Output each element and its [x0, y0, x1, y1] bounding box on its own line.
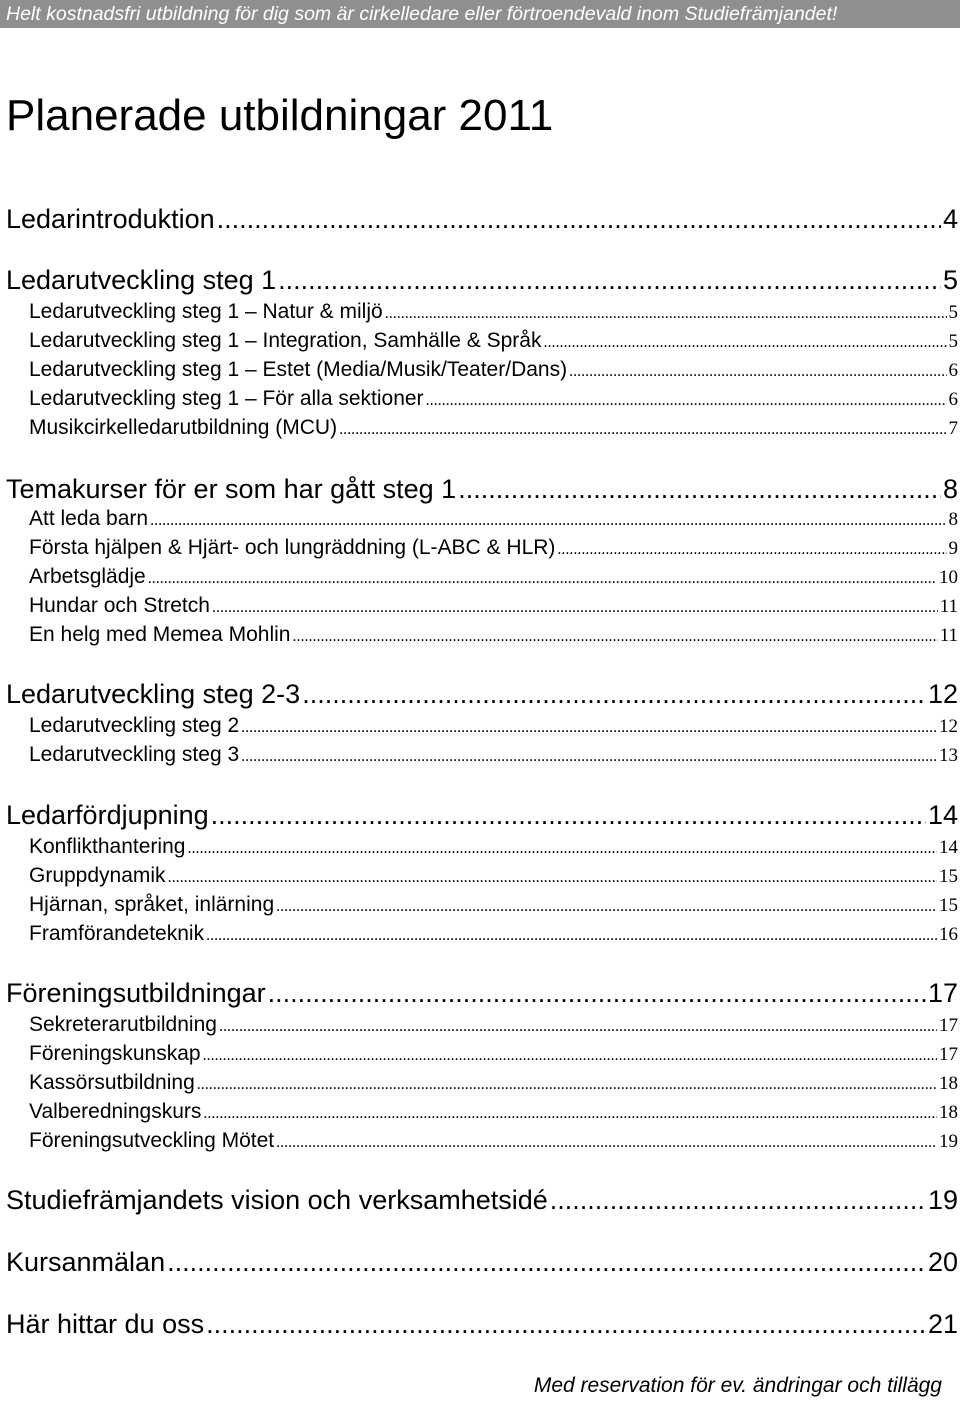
toc-leader-dots: [550, 1183, 926, 1217]
toc-page-number: 19: [939, 1131, 958, 1152]
toc-page-number: 15: [939, 895, 958, 916]
toc-entry-label: Hundar och Stretch: [29, 594, 210, 617]
toc-leader-dots: [168, 864, 937, 892]
toc-entry-framforandeteknik[interactable]: [29, 920, 958, 950]
toc-entry-label: Arbetsglädje: [29, 565, 146, 588]
toc-entry-arbetsgladje[interactable]: [29, 563, 958, 593]
toc-page-number: 14: [927, 800, 958, 830]
toc-entry-estet[interactable]: [29, 356, 958, 386]
toc-entry-label: Ledarutveckling steg 3: [29, 743, 240, 766]
toc-entry-foreningsutbildningar[interactable]: [6, 976, 958, 1010]
toc-page-number: 7: [948, 418, 958, 439]
toc-page-number: 8: [942, 474, 958, 504]
toc-page-number: 17: [927, 978, 958, 1008]
toc-page-number: 20: [927, 1247, 958, 1277]
toc-leader-dots: [276, 893, 937, 921]
toc-entry-label: Ledarintroduktion: [6, 204, 215, 234]
toc-leader-dots: [458, 472, 941, 506]
toc-leader-dots: [278, 263, 941, 297]
toc-entry-label: Här hittar du oss: [6, 1309, 205, 1339]
toc-page-number: 4: [942, 204, 958, 234]
toc-entry-label: Ledarutveckling steg 1 – Natur & miljö: [29, 300, 383, 323]
toc-entry-ledarutveckling-steg-2-3[interactable]: [6, 677, 958, 711]
toc-leader-dots: [167, 1245, 926, 1279]
toc-entry-sekreterarutbildning[interactable]: [29, 1011, 958, 1041]
toc-leader-dots: [219, 1013, 937, 1041]
toc-entry-vision-och-verksamhetside[interactable]: [6, 1183, 958, 1217]
toc-entry-label: Kursanmälan: [6, 1247, 166, 1277]
toc-entry-har-hittar-du-oss[interactable]: [6, 1307, 958, 1341]
toc-leader-dots: [241, 743, 937, 771]
toc-entry-label: Temakurser för er som har gått steg 1: [6, 474, 457, 504]
toc-page-number: 18: [939, 1073, 958, 1094]
toc-page-number: 17: [939, 1044, 958, 1065]
toc-page-number: 5: [942, 265, 958, 295]
toc-leader-dots: [206, 1307, 926, 1341]
toc-page-number: 16: [939, 924, 958, 945]
toc-leader-dots: [206, 922, 937, 950]
toc-entry-label: Föreningsutbildningar: [6, 978, 266, 1008]
toc-page-number: 15: [939, 866, 958, 887]
toc-entry-temakurser[interactable]: [6, 472, 958, 506]
toc-entry-label: Hjärnan, språket, inlärning: [29, 893, 275, 916]
toc-entry-label: Ledarutveckling steg 1 – Estet (Media/Musik/Teater/Dans): [29, 358, 568, 381]
toc-leader-dots: [292, 623, 937, 651]
toc-entry-label: Kassörsutbildning: [29, 1071, 195, 1094]
toc-entry-hjarnan-spraket-inlarning[interactable]: [29, 891, 958, 921]
toc-entry-ledarutveckling-steg-1[interactable]: [6, 263, 958, 297]
toc-page-number: 5: [948, 302, 958, 323]
toc-entry-gruppdynamik[interactable]: [29, 862, 958, 892]
toc-page-number: 18: [939, 1102, 958, 1123]
toc-entry-forsta-hjalpen[interactable]: [29, 534, 958, 564]
toc-leader-dots: [212, 594, 938, 622]
toc-entry-label: Sekreterarutbildning: [29, 1013, 217, 1036]
toc-page-number: 5: [948, 331, 958, 352]
toc-entry-natur-miljo[interactable]: [29, 298, 958, 328]
toc-page-number: 8: [948, 509, 958, 530]
toc-entry-label: Gruppdynamik: [29, 864, 166, 887]
toc-entry-label: Ledarfördjupning: [6, 800, 209, 830]
toc-page-number: 6: [948, 360, 958, 381]
footer-note: Med reservation för ev. ändringar och tillägg: [533, 1374, 942, 1397]
toc-leader-dots: [426, 387, 947, 415]
toc-entry-label: Ledarutveckling steg 1: [6, 265, 277, 295]
toc-entry-label: Föreningsutveckling Mötet: [29, 1129, 275, 1152]
toc-entry-integration-samhalle-sprak[interactable]: [29, 327, 958, 357]
toc-entry-ledarfordjupning[interactable]: [6, 798, 958, 832]
toc-leader-dots: [241, 714, 937, 742]
toc-leader-dots: [302, 677, 926, 711]
toc-leader-dots: [569, 358, 946, 386]
toc-entry-label: Ledarutveckling steg 2: [29, 714, 240, 737]
toc-page-number: 21: [927, 1309, 958, 1339]
toc-entry-label: En helg med Memea Mohlin: [29, 623, 291, 646]
toc-leader-dots: [339, 416, 946, 444]
toc-leader-dots: [276, 1129, 937, 1157]
toc-leader-dots: [148, 565, 937, 593]
toc-entry-for-alla-sektioner[interactable]: [29, 385, 958, 415]
toc-entry-label: Föreningskunskap: [29, 1042, 201, 1065]
toc-entry-label: Ledarutveckling steg 1 – Integration, Samhälle & Språk: [29, 329, 542, 352]
toc-entry-label: Framförandeteknik: [29, 922, 205, 945]
toc-leader-dots: [543, 329, 946, 357]
toc-page-number: 13: [939, 745, 958, 766]
toc-leader-dots: [268, 976, 926, 1010]
toc-leader-dots: [203, 1100, 937, 1128]
toc-entry-label: Att leda barn: [29, 507, 149, 530]
toc-leader-dots: [150, 507, 946, 535]
toc-page-number: 17: [939, 1015, 958, 1036]
toc-entry-konflikthantering[interactable]: [29, 833, 958, 863]
toc-leader-dots: [557, 536, 946, 564]
toc-page-number: 6: [948, 389, 958, 410]
toc-page-number: 12: [927, 679, 958, 709]
header-banner: Helt kostnadsfri utbildning för dig som är cirkelledare eller förtroendevald inom Studiefrämjandet!: [0, 0, 960, 28]
toc-page-number: 19: [927, 1185, 958, 1215]
toc-page-number: 10: [939, 567, 958, 588]
toc-entry-hundar-och-stretch[interactable]: [29, 592, 958, 622]
toc-entry-memea-mohlin[interactable]: [29, 621, 958, 651]
toc-entry-label: Musikcirkelledarutbildning (MCU): [29, 416, 338, 439]
toc-entry-valberedningskurs[interactable]: [29, 1098, 958, 1128]
page-title: Planerade utbildningar 2011: [6, 91, 554, 140]
toc-entry-att-leda-barn[interactable]: [29, 505, 958, 535]
toc-entry-kassorsutbildning[interactable]: [29, 1069, 958, 1099]
toc-entry-kursanmalan[interactable]: [6, 1245, 958, 1279]
toc-page-number: 11: [939, 625, 958, 646]
toc-entry-label: Ledarutveckling steg 2-3: [6, 679, 301, 709]
toc-entry-foreningskunskap[interactable]: [29, 1040, 958, 1070]
toc-entry-label: Konflikthantering: [29, 835, 186, 858]
toc-leader-dots: [217, 202, 941, 236]
toc-leader-dots: [197, 1071, 937, 1099]
toc-leader-dots: [385, 300, 947, 328]
toc-leader-dots: [203, 1042, 937, 1070]
toc-page-number: 14: [939, 837, 958, 858]
toc-page-number: 12: [939, 716, 958, 737]
toc-entry-label: Första hjälpen & Hjärt- och lungräddning (L-ABC & HLR): [29, 536, 556, 559]
toc-entry-foreningsutveckling-motet[interactable]: [29, 1127, 958, 1157]
toc-entry-ledarintroduktion[interactable]: [6, 202, 958, 236]
toc-entry-label: Studiefrämjandets vision och verksamhetsidé: [6, 1185, 548, 1215]
toc-leader-dots: [211, 798, 926, 832]
toc-page-number: 11: [939, 596, 958, 617]
toc-entry-ledarutveckling-steg-3[interactable]: [29, 741, 958, 771]
toc-entry-label: Ledarutveckling steg 1 – För alla sektioner: [29, 387, 424, 410]
toc-page-number: 9: [948, 538, 958, 559]
toc-entry-label: Valberedningskurs: [29, 1100, 202, 1123]
toc-entry-ledarutveckling-steg-2[interactable]: [29, 712, 958, 742]
toc-entry-mcu[interactable]: [29, 414, 958, 444]
toc-leader-dots: [187, 835, 937, 863]
